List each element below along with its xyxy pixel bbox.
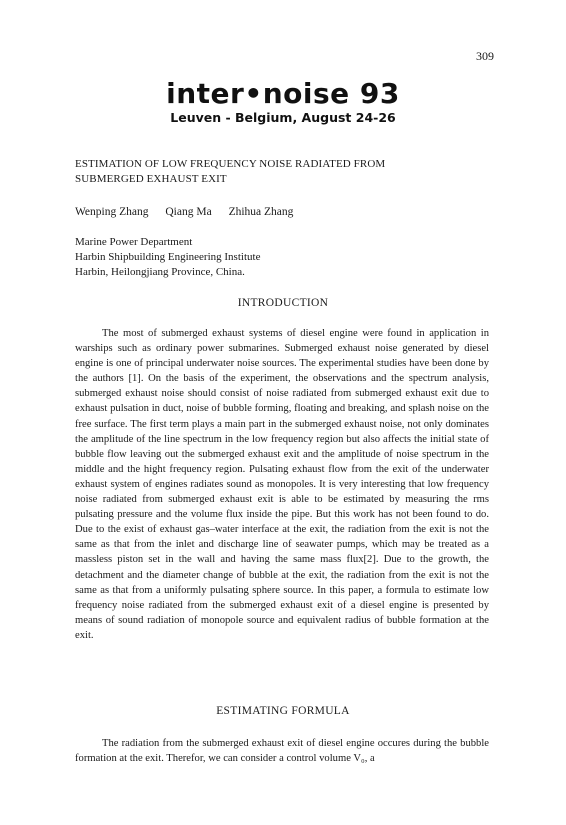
estimating-formula-body bbox=[75, 736, 489, 766]
introduction-body bbox=[75, 326, 489, 643]
body-paragraph: The radiation from the submerged exhaust exit of diesel engine occures during the bubble formation at the exit. Therefor, we can consider a control volume V₀, a bbox=[75, 738, 489, 765]
conference-banner bbox=[0, 78, 566, 126]
paper-title bbox=[75, 157, 495, 187]
conference-subtitle: Leuven - Belgium, August 24-26 bbox=[170, 110, 396, 125]
affiliation-line: Marine Power Department bbox=[75, 236, 193, 248]
section-heading-introduction: INTRODUCTION bbox=[237, 297, 329, 309]
author-affiliation bbox=[75, 235, 260, 280]
paper-title-line: SUBMERGED EXHAUST EXIT bbox=[75, 173, 227, 185]
affiliation-line: Harbin, Heilongjiang Province, China. bbox=[75, 266, 245, 278]
page-number: 309 bbox=[476, 49, 494, 63]
author-name: Qiang Ma bbox=[165, 206, 212, 218]
author-name: Zhihua Zhang bbox=[228, 206, 294, 218]
affiliation-line: Harbin Shipbuilding Engineering Institute bbox=[75, 251, 261, 263]
conference-logo: inter•noise 93 bbox=[166, 77, 400, 110]
paper-title-line: ESTIMATION OF LOW FREQUENCY NOISE RADIATED FROM bbox=[75, 158, 386, 170]
author-name: Wenping Zhang bbox=[75, 206, 149, 218]
author-list bbox=[75, 205, 307, 220]
section-heading-estimating-formula: ESTIMATING FORMULA bbox=[216, 705, 350, 717]
body-paragraph: The most of submerged exhaust systems of diesel engine were found in application in warships such as ordinary power submarines. Submerged exhaust noise generated by diesel engine is one of principal underwater noise sources. The experimental studies have been done by the authors [1]. On the basis of the experiment, the observations and the spectrum analysis, submerged exhaust noise should consist of noise radiated from submerged exhaust exit due to exhaust pulsation in duct, noise of bubble forming, floating and breaking, and splash noise on the free surface. The first term plays a main part in the submerged exhaust noise, not only dominates the amplitude of the line spectrum in the low frequency region but also affects the initial state of bubble flow leaving out the submerged exhaust exit and the amplitude of noise spectrum in the middle and the hight frequency region. Pulsating exhaust flow from the exit of the underwater exhaust system of engines radiates sound as monopoles. It is very interesting that low frequency noise radiated from submerged exhaust exit is able to be estimated by measuring the rms pulsating pressure and the volume flux inside the pipe. But this work has not been found to do. Due to the exist of exhaust gas–water interface at the exit, the radiation from the exit is not the same as that from the inlet and discharge line of seawater pumps, which may be treated as a massless piston set in the wall and having the same mass flux[2]. Due to the growth, the detachment and the diameter change of bubble at the exit, the radiation from the exit is not the same as that from a uniformly pulsating sphere source. In this paper, a formula to estimate low frequency noise radiated from the submerged exhaust exit of a diesel engine is presented by means of sound radiation of monopole source and equivalent radius of bubble formation at the exit. bbox=[75, 328, 489, 641]
